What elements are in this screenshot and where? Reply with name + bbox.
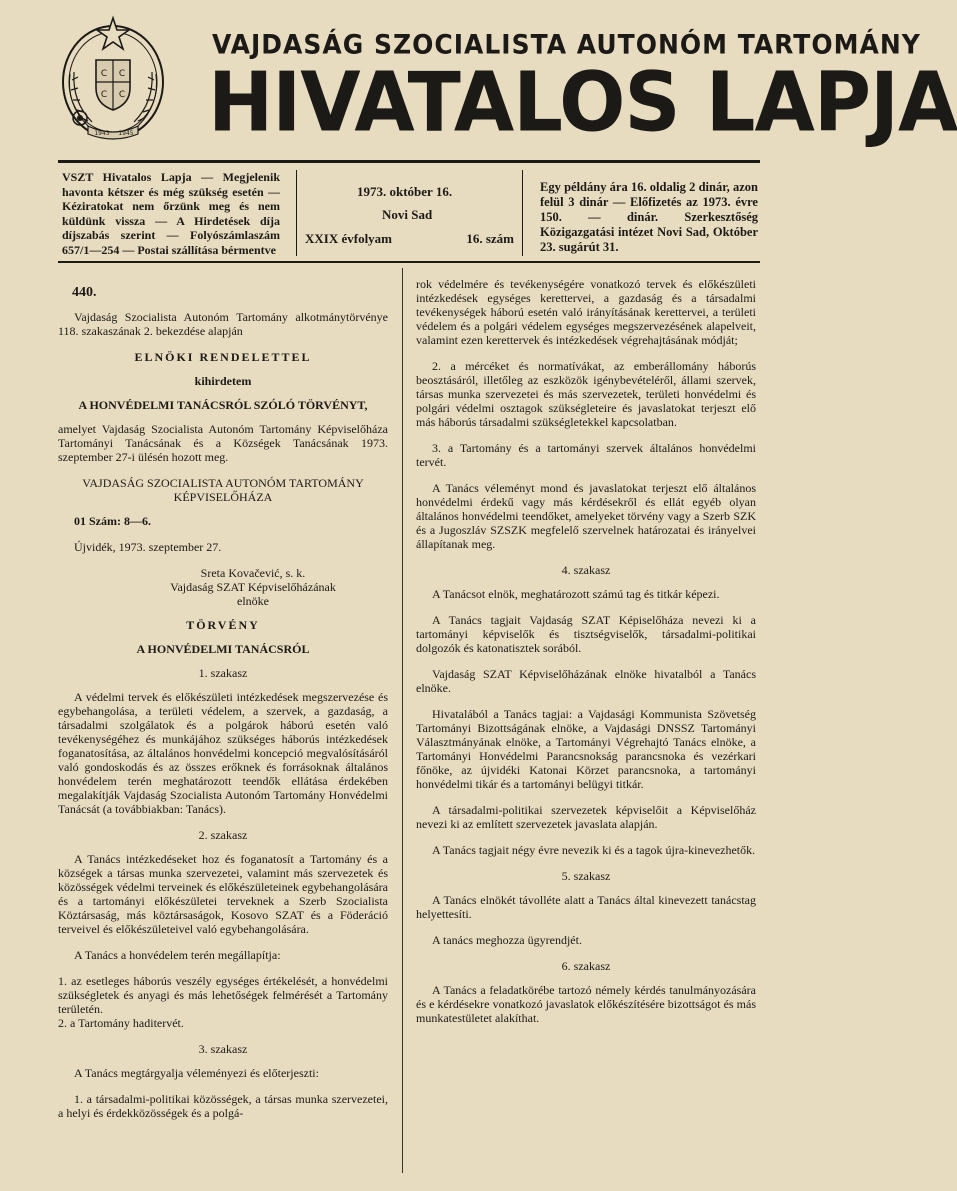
section-4-para-5: A társadalmi-politikai szervezetek képviselőit a Képviselőház nevezi ki az említett szervezetek javaslata alapján. [416,803,756,831]
issue-date: 1973. október 16. [357,184,453,199]
section-5-para-2: A tanács meghozza ügyrendjét. [432,933,582,947]
left-column [58,286,388,1132]
law-subheading: A HONVÉDELMI TANÁCSRÓL [136,642,310,656]
section-2-text: A Tanács intézkedéseket hoz és foganatosít a Tartomány és a községek a társas munka szervezetei, valamint más szervezetek és közösségek védelmi terveinek és előkészületeinek egybehangolására és a tartományi előkészületei terveknek a Szerb Szocialista Köztársaság, más köztársaságok, Kosovo SZAT és a Föderáció terveivel és előkészületeivel való egybehangolására. [58,852,388,936]
section-5-para-1: A Tanács elnökét távolléte alatt a Tanács által kinevezett tanácstag helyettesíti. [416,893,756,921]
section-3-item-3: 3. a Tartomány és a tartományi szervek általános honvédelmi tervét. [416,441,756,469]
masthead-rule [58,160,760,163]
decree-title: ELNÖKI RENDELETTEL [134,350,312,364]
masthead-province: VAJDASÁG SZOCIALISTA AUTONÓM TARTOMÁNY [212,29,921,60]
signer-role-suffix: elnöke [237,594,269,608]
act-number: 440. [72,285,97,300]
section-4-para-2: A Tanács tagjait Vajdaság SZAT Képiselőháza nevezi ki a tartományi képviselők és tisztségviselők, társadalmi-politikai dolgozók és katonatisztek sorából. [416,613,756,655]
proclaim-word: kihirdetem [194,374,252,388]
emblem-year-right: 1945 [118,130,134,137]
section-4-para-3: Vajdaság SZAT Képviselőházának elnöke hivatalból a Tanács elnöke. [416,667,756,695]
column-divider [402,268,403,1173]
law-heading: TÖRVÉNY [186,618,260,632]
publication-info: VSZT Hivatalos Lapja — Megjelenik havonta kétszer és még szükség esetén — Kéziratokat nem őrzünk meg és nem küldünk vissza — A Hirdetések díja díjszabás szerint — Folyószámlaszám 657/1—254 — Postai szállítása bérmentve [62,170,280,257]
svg-text:C: C [118,90,126,100]
reference-number: 01 Szám: 8—6. [74,514,151,528]
section-3-text: A Tanács megtárgyalja véleményezi és előterjeszti: [74,1066,319,1080]
emblem-year-left: 1943 [94,130,110,137]
section-3-title: 3. szakasz [198,1042,248,1056]
section-3-item-1: 1. a társadalmi-politikai közösségek, a társas munka szervezetei, a helyi és érdekközösségek és a polgá- [58,1092,388,1120]
masthead-title: HIVATALOS LAPJA [208,55,957,151]
section-6-para-1: A Tanács a feladatkörébe tartozó némely kérdés tanulmányozására és e kérdésekre vonatkozó javaslatok előkészítésére bizottságot és más munkatestületet alakíthat. [416,983,756,1025]
svg-text:C: C [100,90,108,100]
intro-paragraph: Vajdaság Szocialista Autonóm Tartomány alkotmánytörvénye 118. szakaszának 2. bekezdése alapján [58,310,388,338]
section-2-lead: A Tanács a honvédelem terén megállapítja: [74,948,281,962]
opinion-paragraph: A Tanács véleményt mond és javaslatokat terjeszt elő általános honvédelmi érdekű vagy más kérdésekről és ellát egyéb olyan általános honvédelmi teendőket, amelyeket törvény vagy a Szerb SZK és a Jugoszláv SZSZK megfelelő szervelnek határozatai és irányelvei állapítanak meg. [416,481,756,551]
issue-city: Novi Sad [382,207,433,222]
adopted-paragraph: amelyet Vajdaság Szocialista Autonóm Tartomány Képviselőháza Tartományi Tanácsának és a Községek Tanácsának 1973. szeptember 27-i ülésén hozott meg. [58,422,388,464]
section-3-item-2: 2. a mércéket és normatívákat, az emberállomány háborús beosztásáról, illetőleg az eszközök igénybevételéről, állami szervek, társas munka szervezetei és más szervezetek, területi honvédelmi és polgári védelmi osztagok szükségleteire és javaslatokat terjeszt elő más háborús társadalmi szükségletekkel kapcsolatban. [416,359,756,429]
section-5-title: 5. szakasz [561,869,611,883]
right-column [416,277,756,1037]
issue-info-box [296,170,523,256]
section-1-text: A védelmi tervek és előkészületi intézkedések megszervezése és egybehangolása, a területi védelem, a szervek, a gazdaság, a társadalmi szolgálatok és a polgárok háború esetén való tevékenységéhez és munkájához szükséges háborús intézkedések foganatosítása, az általános honvédelmi koncepció megvalósításáról való gondoskodás és az összes erőknek és forrásoknak általános honvédelem terén meghatározott teendők ellátása érdekében megalakítják Vajdaság Szocialista Autonóm Tartomány Honvédelmi Tanácsát (a továbbiakban: Tanács). [58,690,388,816]
section-6-title: 6. szakasz [561,959,611,973]
svg-text:C: C [118,69,126,79]
issue-number: 16. szám [466,231,514,246]
issue-volume: XXIX évfolyam [305,231,393,246]
section-2-item-1: 1. az esetleges háborús veszély egységes értékelését, a honvédelmi szükségletek és anyagi és más lehetőségek felmérését a Tartomány területén. [58,974,388,1016]
section-4-para-6: A Tanács tagjait négy évre nevezik ki és a tagok újra-kinevezhetők. [432,843,756,857]
section-1-title: 1. szakasz [198,666,248,680]
reference-date: Újvidék, 1973. szeptember 27. [74,540,222,554]
coat-of-arms-emblem [58,14,168,142]
svg-text:C: C [100,69,108,79]
price-info: Egy példány ára 16. oldalig 2 dinár, azon felül 3 dinár — Előfizetés az 1973. évre 150. — dinár. Szerkesztőség Közigazgatási intézet Novi Sad, Október 23. sugárút 31. [540,180,758,254]
signer-name: Sreta Kovačević, s. k. [200,566,306,580]
continuation-paragraph: rok védelmére és tevékenységére vonatkozó tervek és előkészületi intézkedések egységes kerettervei, a gazdaság és a társadalmi tevékenységek háború esetén való irányításának kerettervei, a területi védelem és a polgári védelem egységes megszervezésének alapelveit, valamint ezen kerettervek és intézkedések végrehajtásának módját; [416,277,756,347]
section-4-title: 4. szakasz [561,563,611,577]
signature-block [118,566,388,608]
section-4-para-1: A Tanácsot elnök, meghatározott számú tag és titkár képezi. [432,587,720,601]
assembly-name: VAJDASÁG SZOCIALISTA AUTONÓM TARTOMÁNY KÉPVISELŐHÁZA [82,476,364,504]
header-rule [58,261,760,263]
law-title: A HONVÉDELMI TANÁCSRÓL SZÓLÓ TÖRVÉNYT, [78,398,368,412]
section-2-title: 2. szakasz [198,828,248,842]
signer-role: Vajdaság SZAT Képviselőházának [170,580,336,594]
section-2-item-2: 2. a Tartomány haditervét. [58,1016,184,1030]
section-4-para-4: Hivatalából a Tanács tagjai: a Vajdasági Kommunista Szövetség Tartományi Bizottságának elnöke, a Vajdasági DNSSZ Tartományi Választmányának elnöke, a Tartományi Végrehajtó Tanács elnöke, a Tartományi Honvédelmi Parancsnokság parancsnoka és vezérkari főnöke, az újvidéki Katonai Körzet parancsnoka, a tartományi honvédelmi tikár és a tartományi belügyi titkár. [416,707,756,791]
